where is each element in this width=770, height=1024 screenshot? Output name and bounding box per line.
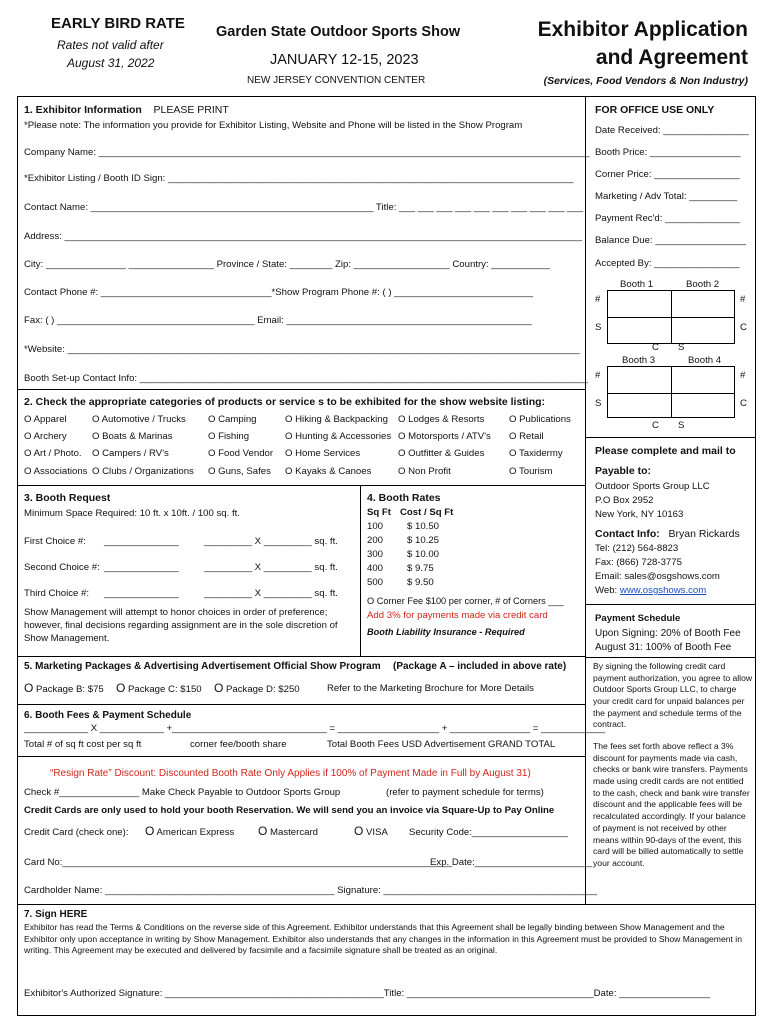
rate-sqft-100: 100 [367, 521, 384, 532]
payment-schedule-title: Payment Schedule [595, 613, 681, 624]
contact-name-field[interactable]: Contact Name: _____________________________________________________ Title: ___ ___ ___ ___ ___ ___ ___ ___ ___ ___ [24, 202, 584, 213]
second-choice-size[interactable]: _________ X _________ sq. ft. [204, 562, 338, 573]
right-column-divider [585, 96, 586, 904]
contact-info [595, 528, 740, 540]
card-number-field[interactable]: Card No:_________________________________________________________________________ [24, 857, 452, 868]
mail-divider [585, 604, 756, 605]
contact-web-label: Web: [595, 585, 618, 596]
section1-title-text: 1. Exhibitor Information [24, 104, 142, 116]
category-art-photo[interactable]: O Art / Photo. [24, 448, 82, 459]
category-boats[interactable]: O Boats & Marinas [92, 431, 173, 442]
package-d-option[interactable] [214, 681, 300, 695]
category-food-vendor[interactable]: O Food Vendor [208, 448, 274, 459]
rate-cost-400: $ 9.75 [407, 563, 434, 574]
category-hiking[interactable]: O Hiking & Backpacking [285, 414, 388, 425]
exp-date-field[interactable]: Exp. Date:______________________ [430, 857, 593, 868]
booth4-label: Booth 4 [688, 355, 722, 366]
section6-bottom-divider [17, 904, 756, 905]
booth-s-bottom: S [678, 342, 685, 353]
third-choice-label: Third Choice #: [24, 588, 90, 599]
rate-cost-200: $ 10.25 [407, 535, 440, 546]
category-outfitter[interactable]: O Outfitter & Guides [398, 448, 485, 459]
contact-email[interactable]: Email: sales@osgshows.com [595, 571, 720, 582]
first-choice-label: First Choice #: [24, 536, 86, 547]
section1-note: *Please note: The information you provide for Exhibitor Listing, Website and Phone will be listed in the Show Program [24, 120, 523, 131]
check-number-field[interactable]: Check #_______________ Make Check Payable to Outdoor Sports Group [24, 787, 341, 798]
section2-title: 2. Check the appropriate categories of products or service s to be exhibited for the show website listing: [24, 396, 546, 408]
amex-radio[interactable]: O [145, 824, 155, 838]
booth-s-left: S [595, 322, 602, 333]
category-taxidermy[interactable]: O Taxidermy [509, 448, 563, 459]
category-camping[interactable]: O Camping [208, 414, 257, 425]
marketing-brochure-note: Refer to the Marketing Brochure for More Details [327, 683, 534, 694]
show-dates: JANUARY 12-15, 2023 [270, 52, 419, 68]
visa-option[interactable] [354, 824, 388, 838]
mail-org: Outdoor Sports Group LLC [595, 481, 710, 492]
section7-title: 7. Sign HERE [24, 909, 88, 920]
address-field[interactable]: Address: _________________________________________________________________________________________________ [24, 231, 583, 242]
first-choice-size[interactable]: _________ X _________ sq. ft. [204, 536, 338, 547]
category-automotive[interactable]: O Automotive / Trucks [92, 414, 186, 425]
rate-cost-500: $ 9.50 [407, 577, 434, 588]
booth-c-right: C [740, 322, 747, 333]
category-guns[interactable]: O Guns, Safes [208, 466, 271, 477]
amex-label: American Express [156, 827, 235, 838]
app-title-line2: and Agreement [595, 46, 748, 69]
category-fishing[interactable]: O Fishing [208, 431, 250, 442]
booth-c-right-2: C [740, 398, 747, 409]
fee-formula-line[interactable]: ____________ X ____________ +_____________________________ = ___________________ + _______________ = ____________ [24, 723, 606, 734]
package-d-label: Package D: $250 [226, 684, 300, 695]
category-kayaks[interactable]: O Kayaks & Canoes [285, 466, 372, 477]
contact-fax: Fax: (866) 728-3775 [595, 557, 682, 568]
booth-diagram-top-mid-h [607, 317, 735, 318]
visa-label: VISA [366, 827, 388, 838]
app-subtitle: (Services, Food Vendors & Non Industry) [543, 75, 748, 87]
show-venue: NEW JERSEY CONVENTION CENTER [247, 75, 426, 86]
early-bird-line1: Rates not valid after [57, 38, 164, 52]
fee-formula-corner: corner fee/booth share [190, 739, 287, 750]
section7-text: Exhibitor has read the Terms & Conditions on the reverse side of this Agreement. Exhibitor understands that this Agreement shall be legally binding between Show Management and the Exhibitor only upon acceptance in writing by Show Management. Exhibitor also understands that any changes in the information in this Agreement must be provided to Show Management in writing. This Agreement may be executed and delivered by facsimile and a facsimile signature shall be treated as an original. [24, 922, 742, 956]
section4-divider [17, 656, 585, 657]
corner-fee-option[interactable]: O Corner Fee $100 per corner, # of Corners ___ [367, 596, 564, 606]
rate-sqft-500: 500 [367, 577, 384, 588]
early-bird-line2: August 31, 2022 [67, 56, 155, 70]
booth-s-left-2: S [595, 398, 602, 409]
mail-box: P.O Box 2952 [595, 495, 654, 506]
office-title: FOR OFFICE USE ONLY [595, 104, 715, 116]
contact-web [595, 585, 706, 596]
office-marketing-total: Marketing / Adv Total: _________ [595, 191, 738, 202]
office-balance-due: Balance Due: _________________ [595, 235, 746, 246]
rate-sqft-200: 200 [367, 535, 384, 546]
fees-discount-text: The fees set forth above reflect a 3% discount for payments made via cash, checks or bank wire transfers. Payments made using credit cards are not entitled to the cash, check and bank wire transfer discount and the applicable fees will be recalculated accordingly. If your balance of payment is not received by other means within 90-days of the event, this card will be billed automatically to settle your account. [593, 741, 750, 868]
rate-cost-300: $ 10.00 [407, 549, 440, 560]
category-motorsports[interactable]: O Motorsports / ATV's [398, 431, 491, 442]
website-field[interactable]: *Website: ________________________________________________________________________________________________ [24, 344, 580, 355]
credit-auth-text: By signing the following credit card payment authorization, you agree to allow Outdoor Sports Group LLC, to charge your credit card for unpaid balances per the payment and schedule terms of the contract. [593, 661, 753, 730]
security-code-field[interactable]: Security Code:__________________ [409, 827, 568, 838]
section6-divider [17, 756, 585, 757]
rate-sqft-400: 400 [367, 563, 384, 574]
city-field[interactable]: City: _______________ ________________ Province / State: ________ Zip: __________________ Country: ___________ [24, 259, 550, 270]
booth-hash-right: # [740, 294, 746, 305]
second-choice-label: Second Choice #: [24, 562, 100, 573]
booth-c-bottom-2: C [652, 420, 659, 431]
app-title-line1: Exhibitor Application [537, 18, 748, 41]
show-name: Garden State Outdoor Sports Show [216, 24, 461, 40]
office-payment-recd: Payment Rec'd: ______________ [595, 213, 740, 224]
section6-title: 6. Booth Fees & Payment Schedule [24, 710, 192, 721]
package-c-radio[interactable]: O [116, 681, 126, 695]
booth-c-bottom: C [652, 342, 659, 353]
category-lodges[interactable]: O Lodges & Resorts [398, 414, 485, 425]
section5-package-a: (Package A – included in above rate) [393, 661, 567, 672]
category-archery[interactable]: O Archery [24, 431, 67, 442]
mastercard-radio[interactable]: O [258, 824, 268, 838]
contact-phone-field[interactable]: Contact Phone #: ________________________________*Show Program Phone #: ( ) __________________________ [24, 287, 533, 298]
booth-hash-left-2: # [595, 370, 601, 381]
early-bird-title: EARLY BIRD RATE [51, 15, 185, 32]
booth-hash-left: # [595, 294, 601, 305]
fee-formula-totals: Total Booth Fees USD Advertisement GRAND TOTAL [327, 739, 556, 750]
contact-info-name: Bryan Rickards [668, 528, 740, 540]
package-b-label: Package B: $75 [36, 684, 104, 695]
third-choice-booth[interactable]: ______________ [104, 588, 179, 599]
liability-insurance: Booth Liability Insurance - Required [367, 627, 525, 637]
cardholder-signature-field[interactable]: Cardholder Name: ___________________________________________ Signature: ________________________________________ [24, 885, 597, 896]
mastercard-option[interactable] [258, 824, 318, 838]
rate-cost-100: $ 10.50 [407, 521, 440, 532]
category-hunting[interactable]: O Hunting & Accessories [285, 431, 392, 442]
section2-divider [17, 485, 585, 486]
booth-s-bottom-2: S [678, 420, 685, 431]
rate-sqft-300: 300 [367, 549, 384, 560]
category-campers[interactable]: O Campers / RV's [92, 448, 169, 459]
section5-title: 5. Marketing Packages & Advertising Advertisement Official Show Program [24, 661, 381, 672]
exhibitor-listing-field[interactable]: *Exhibitor Listing / Booth ID Sign: ____________________________________________________________________________ [24, 173, 574, 184]
fax-email-field[interactable]: Fax: ( ) _____________________________________ Email: ______________________________________________ [24, 315, 532, 326]
first-choice-booth[interactable]: ______________ [104, 536, 179, 547]
payment-schedule-line2: August 31: 100% of Booth Fee [595, 642, 732, 653]
category-publications[interactable]: O Publications [509, 414, 571, 425]
booth-diagram-bottom-mid-h [607, 393, 735, 394]
contact-web-link[interactable]: www.osgshows.com [619, 585, 707, 596]
mail-payable: Payable to: [595, 465, 652, 477]
second-choice-booth[interactable]: ______________ [104, 562, 179, 573]
booth2-label: Booth 2 [686, 279, 720, 290]
category-apparel[interactable]: O Apparel [24, 414, 67, 425]
credit-card-surcharge: Add 3% for payments made via credit card [367, 610, 548, 621]
mail-city: New York, NY 10163 [595, 509, 684, 520]
payment-schedule-line1: Upon Signing: 20% of Booth Fee [595, 628, 741, 639]
category-non-profit[interactable]: O Non Profit [398, 466, 451, 477]
package-c-option[interactable] [116, 681, 202, 695]
booth3-label: Booth 3 [622, 355, 656, 366]
refer-terms-note: (refer to payment schedule for terms) [386, 787, 544, 798]
mail-title: Please complete and mail to [595, 445, 736, 457]
booth-diagram-bottom-mid [671, 366, 672, 418]
payment-schedule-divider [585, 657, 756, 658]
amex-option[interactable] [145, 824, 234, 838]
section4-title: 4. Booth Rates [367, 492, 441, 504]
section5-divider [17, 704, 585, 705]
category-home-services[interactable]: O Home Services [285, 448, 361, 459]
setup-contact-field[interactable]: Booth Set-up Contact Info: ____________________________________________________________________________________ [24, 373, 588, 384]
third-choice-size[interactable]: _________ X _________ sq. ft. [204, 588, 338, 599]
package-b-radio[interactable]: O [24, 681, 34, 695]
office-booth-price: Booth Price: _________________ [595, 147, 741, 158]
section3-4-divider [360, 485, 361, 656]
resign-rate-discount: “Resign Rate” Discount: Discounted Booth Rate Only Applies if 100% of Payment Made in Full by August 31) [50, 768, 531, 779]
office-date-received: Date Received: ________________ [595, 125, 749, 136]
mastercard-label: Mastercard [270, 827, 318, 838]
category-clubs[interactable]: O Clubs / Organizations [92, 466, 194, 477]
category-tourism[interactable]: O Tourism [509, 466, 553, 477]
section3-title: 3. Booth Request [24, 492, 111, 504]
category-retail[interactable]: O Retail [509, 431, 544, 442]
company-name-field[interactable]: Company Name: ____________________________________________________________________________________________ [24, 147, 590, 158]
booth-hash-right-2: # [740, 370, 746, 381]
rates-col-cost: Cost / Sq Ft [400, 507, 454, 518]
section3-min: Minimum Space Required: 10 ft. x 10ft. / 100 sq. ft. [24, 508, 240, 519]
package-c-label: Package C: $150 [128, 684, 202, 695]
contact-tel: Tel: (212) 564-8823 [595, 543, 679, 554]
fee-formula-labels: Total # of sq ft cost per sq ft [24, 739, 142, 750]
office-corner-price: Corner Price: ________________ [595, 169, 740, 180]
visa-radio[interactable]: O [354, 824, 364, 838]
authorized-signature-field[interactable]: Exhibitor's Authorized Signature: _________________________________________Title: ___________________________________Date: _________________ [24, 988, 710, 999]
category-associations[interactable]: O Associations [24, 466, 88, 477]
credit-card-hold-note: Credit Cards are only used to hold your booth Reservation. We will send you an invoice via Square-Up to Pay Online [24, 805, 555, 816]
package-d-radio[interactable]: O [214, 681, 224, 695]
section3-note: Show Management will attempt to honor choices in order of preference; however, final decisions regarding assignment are in the sole discretion of Show Management. [24, 607, 338, 645]
office-divider [585, 437, 756, 438]
office-accepted-by: Accepted By: ________________ [595, 258, 740, 269]
section1-title [24, 104, 229, 116]
rates-col-sqft: Sq Ft [367, 507, 391, 518]
package-b-option[interactable] [24, 681, 104, 695]
section1-title-suffix: PLEASE PRINT [153, 104, 229, 116]
credit-card-label: Credit Card (check one): [24, 827, 129, 838]
booth1-label: Booth 1 [620, 279, 654, 290]
section1-divider [17, 389, 585, 390]
contact-info-label: Contact Info: [595, 528, 660, 540]
